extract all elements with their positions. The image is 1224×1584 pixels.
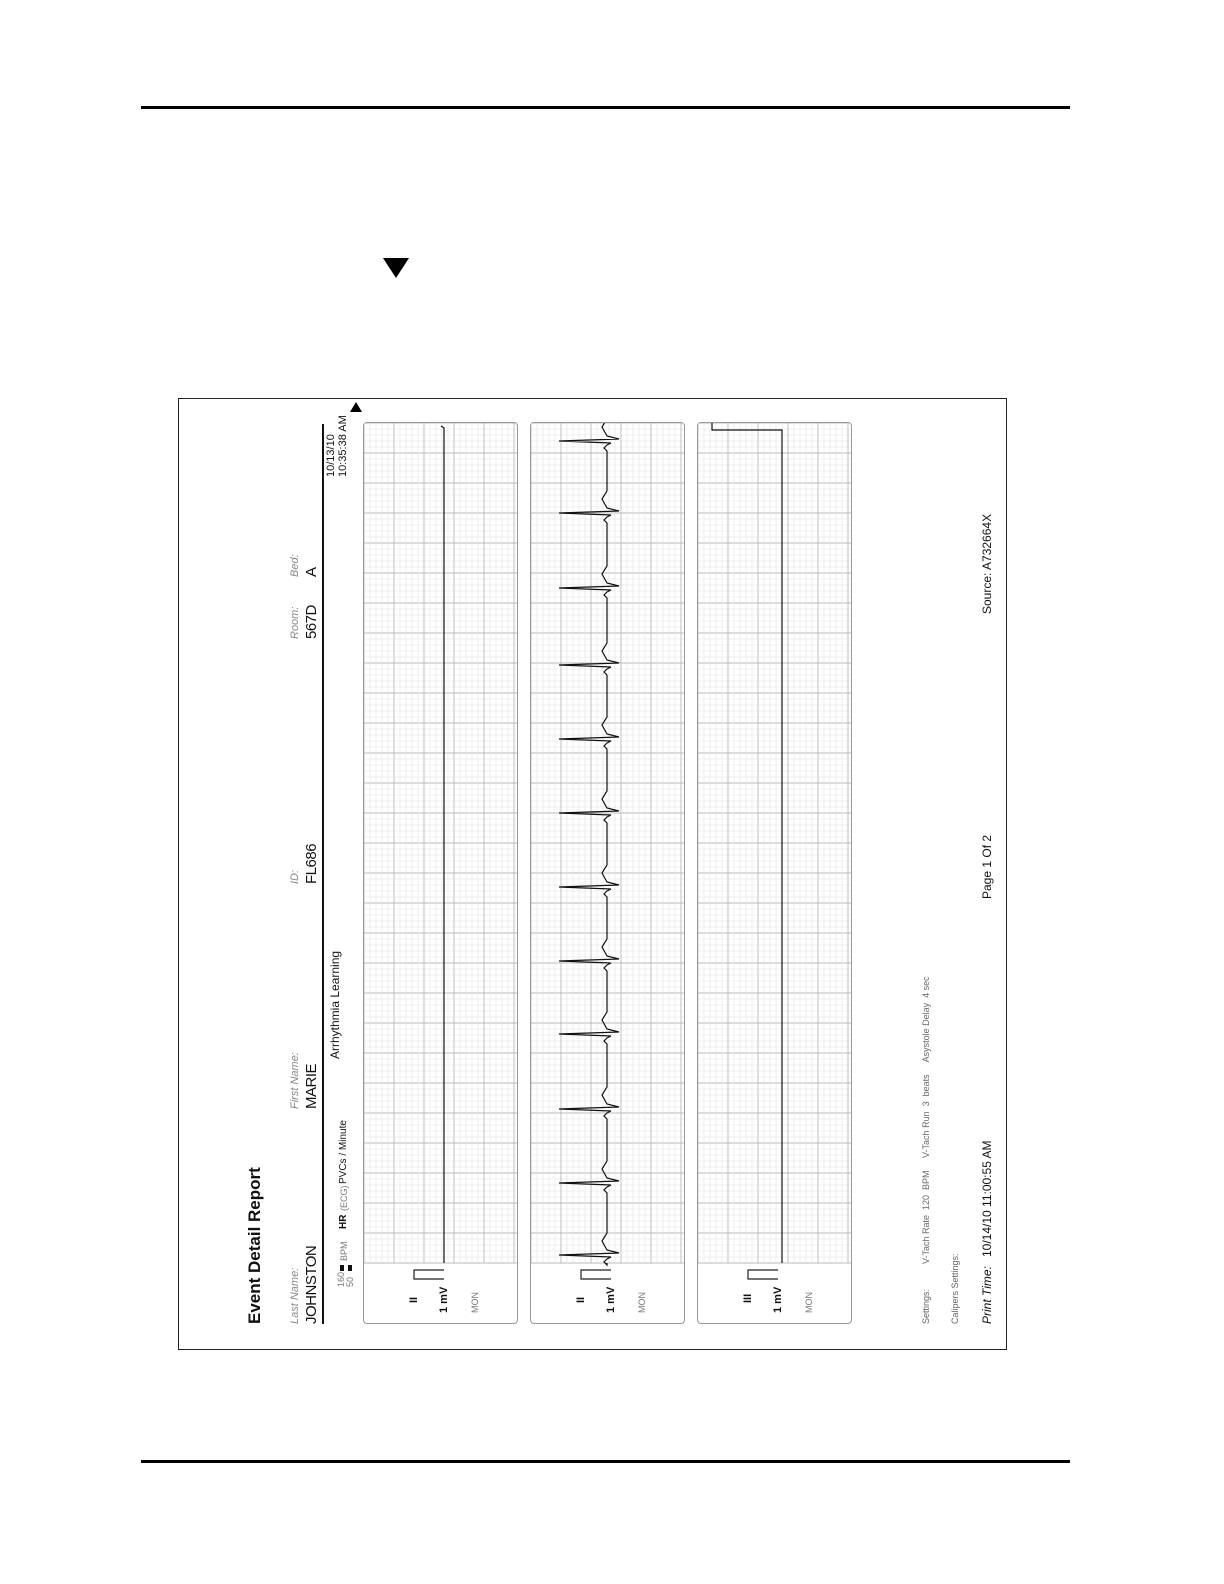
calibration-pulse (414, 1270, 444, 1279)
strip-mode: MON (804, 1292, 814, 1313)
strip-scale: 1 mV (772, 1286, 784, 1313)
footer-rule (141, 1460, 1070, 1463)
ecg-strip (530, 422, 685, 1324)
strip-lead: II (575, 1296, 587, 1303)
trend-hr-label: HR (338, 1214, 349, 1229)
event-time: 10:35:38 AM (337, 415, 349, 477)
last-name-value: JOHNSTON (303, 1245, 320, 1324)
source-id: Source: A732664X (980, 513, 994, 614)
bed-value: A (303, 567, 320, 577)
calibration-pulse (581, 1270, 611, 1279)
print-time-label: Print Time: (980, 1266, 994, 1324)
report-canvas (179, 399, 1006, 1349)
settings-values: V-Tach Rate 120 BPM V-Tach Run 3 beats Asystole Delay 4 sec (921, 976, 931, 1264)
trend-pvcs-label: PVCs / Minute (338, 1120, 349, 1184)
trend-scale-bottom: 50 (345, 1276, 355, 1287)
calipers-label: Calipers Settings: (950, 1253, 960, 1324)
strip-lead: III (742, 1293, 754, 1303)
room-value: 567D (303, 605, 320, 639)
calibration-pulse (748, 1270, 778, 1279)
ecg-grid (531, 423, 684, 1323)
page-number: Page 1 Of 2 (980, 834, 994, 899)
ecg-waveform (441, 426, 444, 1263)
trend-legend-swatch (348, 1265, 352, 1271)
strip-lead: II (408, 1296, 420, 1303)
triangle-marker-icon (383, 258, 409, 278)
bed-label: Bed: (289, 554, 301, 577)
trend-legend-swatch (340, 1265, 344, 1271)
first-name-label: First Name: (289, 1052, 301, 1109)
settings-label: Settings: (921, 1288, 931, 1324)
id-value: FL686 (303, 843, 320, 884)
event-type: Arrhythmia Learning (328, 950, 342, 1059)
trend-source-label: (ECG) (339, 1185, 349, 1211)
ecg-grid (698, 423, 851, 1323)
first-name-value: MARIE (303, 1063, 320, 1109)
ecg-grid (364, 423, 517, 1323)
trend-scale-top: 160 (336, 1271, 346, 1287)
print-time-value: 10/14/10 11:00:55 AM (980, 1140, 994, 1257)
ecg-strip (363, 422, 518, 1324)
strip-mode: MON (470, 1292, 480, 1313)
strip-scale: 1 mV (438, 1286, 450, 1313)
event-date: 10/13/10 (325, 434, 337, 477)
header-underline (322, 424, 324, 1324)
trend-bpm-label: BPM (339, 1241, 349, 1261)
last-name-label: Last Name: (289, 1267, 301, 1324)
strip-scale: 1 mV (605, 1286, 617, 1313)
event-time-marker-icon (350, 402, 362, 412)
id-label: ID: (289, 869, 301, 884)
header-rule (141, 106, 1070, 109)
report-title: Event Detail Report (245, 1167, 264, 1324)
strip-mode: MON (637, 1292, 647, 1313)
report-figure (178, 398, 1007, 1350)
ecg-strip (697, 422, 852, 1324)
room-label: Room: (289, 606, 301, 639)
